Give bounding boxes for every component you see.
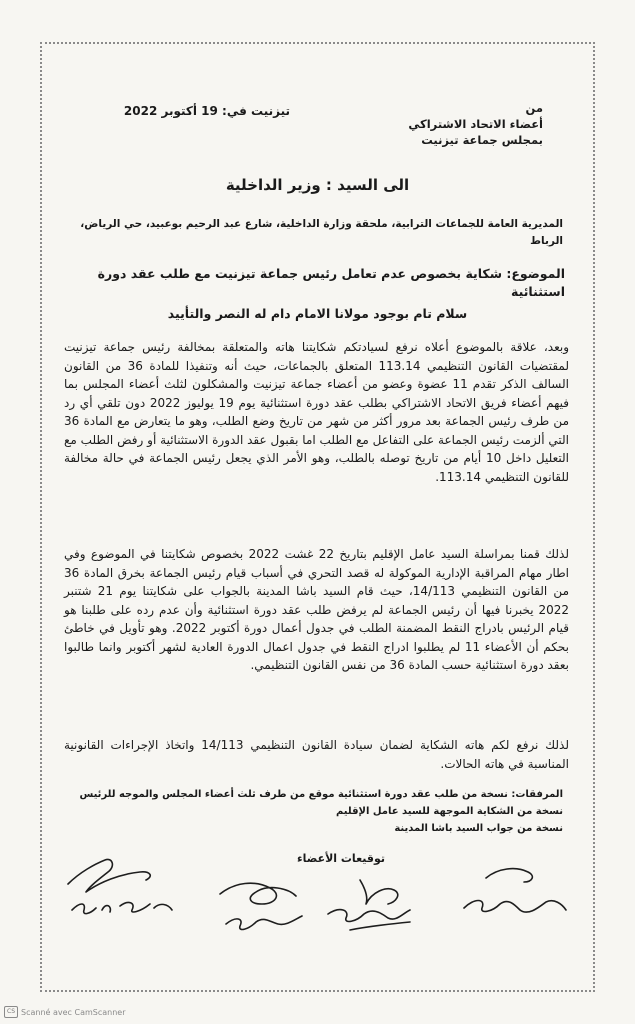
attachment-line: نسخة من الشكاية الموجهة للسيد عامل الإقليم	[335, 806, 563, 817]
scanner-watermark	[4, 1006, 126, 1018]
attachment-line: المرفقات: نسخة من طلب عقد دورة استثنائية موقع من طرف ثلث أعضاء المجلس والموجه للرئيس	[79, 789, 563, 800]
body-paragraph-1: وبعد، علاقة بالموضوع أعلاه نرفع لسيادتكم شكايتنا هاته والمتعلقة بمخالفة رئيس جماعة تيزنيت لمقتضيات القانون التنظيمي 113.14 المتعلق بالجماعات، حيث أنه وتنفيذا للمادة 36 من القانون السالف الذكر تقدم 11 عضوة وعضو من أعضاء جماعة تيزنيت والمشكلون لثلث أعضاء المجلس بما فيهم أعضاء فريق الاتحاد الاشتراكي بطلب عقد دورة استثنائية يوم 19 يوليوز 2022 دون تلقي أي رد من طرف رئيس الجماعة بعد مرور أكثر من شهر من تاريخ وضع الطلب، وهو ما يتعارض مع المادة 36 التي ألزمت رئيس الجماعة على التفاعل مع الطلب اما بقبول عقد الدورة الاستثنائية أو رفض الطلب مع التعليل داخل 10 أيام من تاريخ توصله بالطلب، وهو الأمر الذي يجعل رئيس الجماعة في حالة مخالفة للقانون التنظيمي 113.14.	[64, 340, 570, 484]
attachment-line: نسخة من جواب السيد باشا المدينة	[394, 823, 563, 834]
body-paragraph-2: لذلك قمنا بمراسلة السيد عامل الإقليم بتاريخ 22 غشت 2022 بخصوص شكايتنا في الموضوع وفي اطار مهام المراقبة الإدارية الموكولة له قصد التحري في أسباب قيام رئيس الجماعة بخرق المادة 36 من القانون التنظيمي 14/113، حيث قام السيد باشا المدينة بالجواب على شكايتنا يوم 21 شتنبر 2022 يخبرنا فيها أن رئيس الجماعة لم يرفض طلب عقد دورة استثنائية وأن عدم رده على طلبنا هو قيام الرئيس بادراج النقط المضمنة الطلب في جدول أعمال دورة أكتوبر 2022. وهو تأويل في خاطئ بحكم أن الأعضاء 11 لم يطلبوا ادراج النقط في جدول اعمال الدورة العادية لشهر أكتوبر وانما طالبوا بعقد دورة استثنائية حسب المادة 36 من نفس القانون التنظيمي.	[64, 547, 569, 672]
subject-line: الموضوع: شكاية بخصوص عدم تعامل رئيس جماعة تيزنيت مع طلب عقد دورة استثنائية	[97, 266, 565, 299]
watermark-text: Scanné avec CamScanner	[21, 1007, 126, 1017]
address-line: الرباط	[530, 235, 563, 247]
sender-block	[303, 100, 543, 148]
sender-line: من	[525, 101, 543, 115]
attachments	[63, 786, 563, 837]
body-paragraph-3: لذلك نرفع لكم هاته الشكاية لضمان سيادة القانون التنظيمي 14/113 واتخاذ الإجراءات القانونية المناسبة في هاته الحالات.	[64, 738, 569, 771]
address-line: المديرية العامة للجماعات الترابية، ملحقة وزارة الداخلية، شارع عبد الرحيم بوعبيد، حي الرياض،	[80, 218, 563, 230]
signature-2	[220, 883, 302, 929]
address	[63, 216, 563, 250]
camscanner-logo-icon: CS	[4, 1006, 18, 1018]
signatures-title: توقيعات الأعضاء	[296, 852, 385, 865]
handwritten-signatures	[50, 852, 590, 972]
signature-4	[464, 869, 566, 913]
letter-date: تيزنيت في: 19 أكتوبر 2022	[123, 104, 290, 118]
signature-3	[328, 880, 410, 930]
signature-1	[68, 859, 172, 913]
sender-line: أعضاء الاتحاد الاشتراكي	[408, 117, 543, 131]
sender-line: بمجلس جماعة تيزنيت	[421, 133, 543, 147]
addressee: الى السيد : وزير الداخلية	[225, 176, 410, 194]
greeting: سلام تام بوجود مولانا الامام دام له النصر والتأييد	[167, 306, 468, 321]
